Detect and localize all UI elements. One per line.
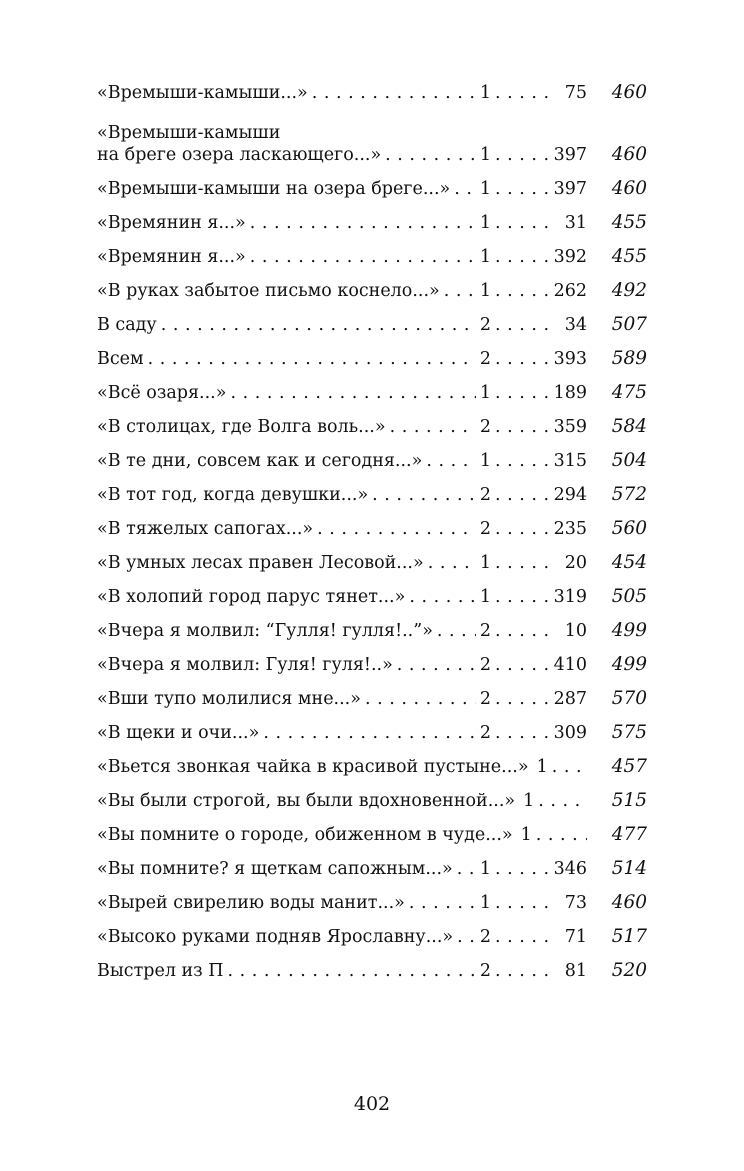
index-entry: [97, 268, 657, 302]
index-entry: [97, 234, 657, 268]
entry-title: В саду: [97, 315, 157, 335]
entry-main: [97, 858, 587, 880]
dot-leader: [536, 824, 587, 846]
dot-leader: [385, 144, 476, 166]
dot-leader: [495, 382, 549, 404]
entry-main: [97, 246, 587, 268]
entry-volume: 1: [479, 553, 491, 573]
entry-title: «В щеки и очи...»: [97, 723, 260, 743]
entry-commentary-page: 460: [611, 178, 647, 199]
entry-commentary-page: 560: [611, 518, 647, 539]
entry-title: «Времянин я...»: [97, 213, 246, 233]
entry-volume: 1: [479, 213, 491, 233]
entry-title: «Вы помните о городе, обиженном в чуде...»: [97, 825, 513, 845]
entry-title: «Вши тупо молилися мне...»: [97, 689, 361, 709]
entry-commentary-page: 572: [611, 484, 647, 505]
dot-leader: [457, 926, 476, 948]
entry-main: [97, 416, 587, 438]
dot-leader: [495, 212, 549, 234]
entry-main: [97, 688, 587, 710]
index-entry: [97, 438, 657, 472]
entry-commentary-page: 520: [611, 960, 647, 981]
entry-main: [97, 722, 587, 744]
dot-leader: [437, 620, 476, 642]
dot-leader: [495, 416, 549, 438]
dot-leader: [495, 348, 549, 370]
entry-page: 359: [553, 417, 587, 437]
entry-commentary-page: 515: [611, 790, 647, 811]
entry-title: Выстрел из П: [97, 961, 224, 981]
entry-commentary-page: 475: [611, 382, 647, 403]
entry-title: «Вы были строгой, вы были вдохновенной...»: [97, 791, 516, 811]
entry-commentary-page: 517: [611, 926, 647, 947]
entry-title: «В столицах, где Волга воль...»: [97, 417, 386, 437]
index-entry: [97, 948, 657, 982]
index-entry: [97, 540, 657, 574]
entry-title: «В тот год, когда девушки...»: [97, 485, 369, 505]
entry-commentary-page: 570: [611, 688, 647, 709]
dot-leader: [390, 416, 476, 438]
entry-main: [97, 756, 587, 778]
dot-leader: [495, 858, 549, 880]
entry-title: «В те дни, совсем как и сегодня...»: [97, 451, 423, 471]
entry-main: [97, 314, 587, 336]
dot-leader: [495, 82, 549, 104]
dot-leader: [495, 178, 549, 200]
index-entry: [97, 404, 657, 438]
entry-commentary-page: 455: [611, 246, 647, 267]
entry-volume: 1: [479, 281, 491, 301]
dot-leader: [457, 858, 476, 880]
dot-leader: [495, 688, 549, 710]
entry-volume: 1: [479, 893, 491, 913]
entry-page: 189: [553, 383, 587, 403]
dot-leader: [495, 722, 549, 744]
dot-leader: [250, 246, 476, 268]
entry-main: [97, 212, 587, 234]
entry-main: [97, 450, 587, 472]
dot-leader: [263, 722, 476, 744]
dot-leader: [495, 246, 549, 268]
entry-page: 235: [553, 519, 587, 539]
dot-leader: [495, 654, 549, 676]
index-entry: [97, 574, 657, 608]
entry-page: 20: [564, 553, 587, 573]
dot-leader: [495, 552, 549, 574]
dot-leader: [372, 484, 476, 506]
dot-leader: [250, 212, 476, 234]
entry-page: 31: [564, 213, 587, 233]
entry-page: 73: [564, 893, 587, 913]
entry-volume: 1: [479, 587, 491, 607]
entry-main: [97, 586, 587, 608]
entry-page: 319: [553, 587, 587, 607]
entry-title: «В умных лесах правен Лесовой...»: [97, 553, 424, 573]
entry-main: [97, 926, 587, 948]
entry-commentary-page: 589: [611, 348, 647, 369]
entry-volume: 2: [479, 485, 491, 505]
page-number: 402: [353, 1093, 391, 1115]
entry-main: [97, 518, 587, 540]
entry-main: [97, 620, 587, 642]
index-entry: [97, 200, 657, 234]
entry-commentary-page: 460: [611, 892, 647, 913]
dot-leader: [495, 144, 549, 166]
entry-title: «Всё озаря...»: [97, 383, 227, 403]
entry-page: 410: [553, 655, 587, 675]
entry-volume: 1: [479, 83, 491, 103]
entry-title: «В руках забытое письмо коснело...»: [97, 281, 440, 301]
index-entry: [97, 70, 657, 104]
entry-volume: 1: [479, 179, 491, 199]
dot-leader: [495, 960, 549, 982]
dot-leader: [317, 518, 476, 540]
index-entry: [97, 608, 657, 642]
entry-commentary-page: 477: [611, 824, 647, 845]
entry-title: «Вчера я молвил: “Гулля! гулля!..”»: [97, 621, 433, 641]
entry-commentary-page: 455: [611, 212, 647, 233]
entry-commentary-page: 504: [611, 450, 647, 471]
entry-title: «Вы помните? я щеткам сапожным...»: [97, 859, 453, 879]
dot-leader: [397, 654, 476, 676]
entry-main: [97, 790, 587, 812]
entry-title: «Вчера я молвил: Гуля! гуля!..»: [97, 655, 393, 675]
entry-volume: 2: [479, 723, 491, 743]
entry-title: Всем: [97, 349, 144, 369]
entry-title: «Времянин я...»: [97, 247, 246, 267]
index-entry: [97, 336, 657, 370]
entry-page: 34: [564, 315, 587, 335]
entry-commentary-page: 584: [611, 416, 647, 437]
entry-commentary-page: 499: [611, 620, 647, 641]
entry-page: 393: [553, 349, 587, 369]
entry-main: [97, 484, 587, 506]
entry-main: [97, 82, 587, 104]
entry-page: 397: [553, 179, 587, 199]
entry-title: «Времыши-камыши на бреге озера ласкающего...»: [97, 123, 382, 165]
entry-volume: 2: [479, 655, 491, 675]
index-entry: [97, 744, 657, 778]
entry-page: 81: [564, 961, 587, 981]
index-entry: [97, 812, 657, 846]
entry-volume: 1: [479, 145, 491, 165]
entry-commentary-page: 575: [611, 722, 647, 743]
entry-volume: 2: [479, 349, 491, 369]
index-entry: [97, 914, 657, 948]
entry-main: [97, 122, 587, 166]
entry-main: [97, 280, 587, 302]
entry-main: [97, 348, 587, 370]
entry-volume: 1: [479, 383, 491, 403]
dot-leader: [426, 450, 476, 472]
dot-leader: [552, 756, 587, 778]
entry-volume: 1: [479, 247, 491, 267]
dot-leader: [538, 790, 587, 812]
index-entry: [97, 472, 657, 506]
entry-main: [97, 552, 587, 574]
index-entry: [97, 166, 657, 200]
dot-leader: [495, 586, 549, 608]
entry-main: [97, 960, 587, 982]
index-entry: [97, 104, 657, 166]
entry-commentary-page: 460: [611, 144, 647, 165]
entry-commentary-page: 499: [611, 654, 647, 675]
entry-page: 75: [564, 83, 587, 103]
dot-leader: [428, 552, 476, 574]
index-entry: [97, 778, 657, 812]
entry-page: 315: [553, 451, 587, 471]
entry-volume: 1: [479, 859, 491, 879]
dot-leader: [495, 484, 549, 506]
entry-page: 397: [553, 145, 587, 165]
index-entry: [97, 642, 657, 676]
entry-commentary-page: 505: [611, 586, 647, 607]
index-entry: [97, 370, 657, 404]
dot-leader: [495, 450, 549, 472]
dot-leader: [495, 892, 549, 914]
index-entry: [97, 710, 657, 744]
entry-main: [97, 178, 587, 200]
entry-volume: 2: [479, 315, 491, 335]
entry-title: «Времыши-камыши...»: [97, 83, 308, 103]
entry-title: «В холопий город парус тянет...»: [97, 587, 406, 607]
index-list: [97, 70, 657, 982]
entry-commentary-page: 460: [611, 82, 647, 103]
entry-title: «Времыши-камыши на озера бреге...»: [97, 179, 451, 199]
entry-page: 262: [553, 281, 587, 301]
entry-main: [97, 654, 587, 676]
entry-page: 71: [564, 927, 587, 947]
entry-page: 294: [553, 485, 587, 505]
entry-commentary-page: 514: [611, 858, 647, 879]
dot-leader: [365, 688, 476, 710]
entry-commentary-page: 492: [611, 280, 647, 301]
dot-leader: [495, 926, 549, 948]
dot-leader: [495, 280, 549, 302]
entry-volume: 2: [479, 927, 491, 947]
entry-volume: 1: [536, 757, 548, 777]
entry-volume: 2: [479, 621, 491, 641]
dot-leader: [409, 892, 476, 914]
entry-page: 392: [553, 247, 587, 267]
dot-leader: [312, 82, 476, 104]
entry-main: [97, 824, 587, 846]
entry-page: 309: [553, 723, 587, 743]
entry-volume: 2: [479, 961, 491, 981]
dot-leader: [161, 314, 476, 336]
entry-main: [97, 382, 587, 404]
entry-title: «Вьется звонкая чайка в красивой пустыне...»: [97, 757, 529, 777]
dot-leader: [409, 586, 476, 608]
entry-page: 287: [553, 689, 587, 709]
dot-leader: [230, 382, 475, 404]
dot-leader: [495, 620, 549, 642]
entry-title: «Вырей свирелию воды манит...»: [97, 893, 405, 913]
entry-title: «Высоко руками подняв Ярославну...»: [97, 927, 454, 947]
entry-volume: 1: [523, 791, 535, 811]
entry-volume: 2: [479, 417, 491, 437]
dot-leader: [444, 280, 476, 302]
entry-main: [97, 892, 587, 914]
entry-commentary-page: 454: [611, 552, 647, 573]
entry-volume: 1: [479, 451, 491, 471]
entry-commentary-page: 457: [611, 756, 647, 777]
entry-commentary-page: 507: [611, 314, 647, 335]
entry-page: 10: [564, 621, 587, 641]
index-entry: [97, 846, 657, 880]
entry-volume: 2: [479, 689, 491, 709]
entry-title: «В тяжелых сапогах...»: [97, 519, 314, 539]
dot-leader: [495, 314, 549, 336]
dot-leader: [495, 518, 549, 540]
entry-volume: 1: [520, 825, 532, 845]
dot-leader: [228, 960, 476, 982]
entry-page: 346: [553, 859, 587, 879]
index-entry: [97, 302, 657, 336]
dot-leader: [148, 348, 476, 370]
dot-leader: [454, 178, 476, 200]
index-entry: [97, 880, 657, 914]
entry-volume: 2: [479, 519, 491, 539]
index-entry: [97, 676, 657, 710]
index-entry: [97, 506, 657, 540]
